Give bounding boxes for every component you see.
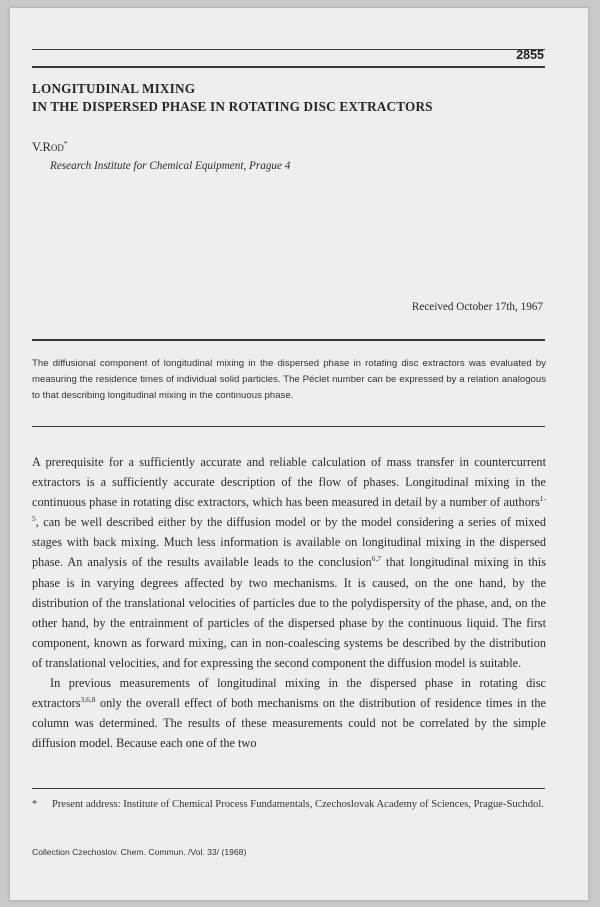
reference-superscript: 1-5 xyxy=(32,494,546,524)
header-rule-top xyxy=(32,49,545,50)
abstract-rule-top xyxy=(32,339,545,341)
author-line xyxy=(32,140,68,155)
author-footnote-mark: * xyxy=(63,139,68,148)
footnote-rule xyxy=(32,788,545,789)
paragraph-2-text-b: only the overall effect of both mechanisms on the distribution of residence times in the column was determined. The results of these measurements could not be correlated by the simple diffusion model. Because each one of the two xyxy=(32,696,546,751)
page-number: 2855 xyxy=(516,48,544,62)
title-line-2: IN THE DISPERSED PHASE IN ROTATING DISC EXTRACTORS xyxy=(32,99,433,114)
body-paragraph-2 xyxy=(32,673,546,753)
body-paragraph-1 xyxy=(32,452,546,673)
author-affiliation: Research Institute for Chemical Equipment, Prague 4 xyxy=(50,160,291,172)
footnote-mark: * xyxy=(32,799,38,810)
author-initial: V. xyxy=(32,140,43,154)
abstract-rule-bottom xyxy=(32,426,545,427)
paragraph-1-text-a: A prerequisite for a sufficiently accurate and reliable calculation of mass transfer in countercurrent extractors is a sufficiently accurate description of the flow of phases. Longitudinal mixing in the continuous phase in rotating disc extractors, which has been measured in detail by a number of authors xyxy=(32,455,546,510)
paragraph-2-text-a: In previous measurements of longitudinal mixing in the dispersed phase in rotating disc extractors xyxy=(32,676,546,711)
article-title xyxy=(32,80,562,116)
received-date: Received October 17th, 1967 xyxy=(411,301,543,313)
title-line-1: LONGITUDINAL MIXING xyxy=(32,81,196,96)
reference-superscript: 6,7 xyxy=(371,554,382,564)
journal-citation: Collection Czechoslov. Chem. Commun. /Vol. 33/ (1968) xyxy=(32,847,247,857)
author-surname: Rod xyxy=(42,140,64,154)
abstract-text: The diffusional component of longitudinal mixing in the dispersed phase in rotating disc extractors was evaluated by measuring the residence times of individual solid particles. The Péclet number can be expressed by a relation analogous to that describing longitudinal mixing in the continuous phase. xyxy=(32,358,546,402)
article-body xyxy=(32,452,546,753)
footnote-text: Present address: Institute of Chemical Process Fundamentals, Czechoslovak Academy of Sciences, Prague-Suchdol. xyxy=(52,799,544,810)
journal-page xyxy=(10,8,588,900)
reference-superscript: 3,6,8 xyxy=(80,695,96,705)
paragraph-1-text-b: , can be well described either by the diffusion model or by the model considering a series of mixed stages with back mixing. Much less information is available on longitudinal mixing in the dispersed phase. An analysis of the results available leads to the conclusion xyxy=(32,515,546,570)
footnote xyxy=(32,797,546,813)
paragraph-1-text-c: that longitudinal mixing in this phase is in varying degrees affected by two mechanisms. It is caused, on the one hand, by the distribution of the translational velocities of particles due to the polydispersity of the phase, and, on the other hand, by the entrainment of particles of the dispersed phase by the continuous liquid. The first component, known as forward mixing, can in non-coalescing systems be described by the distribution of translational velocities, and for expressing the second component the diffusion model is suitable. xyxy=(32,555,546,670)
header-rule-bottom xyxy=(32,66,545,68)
